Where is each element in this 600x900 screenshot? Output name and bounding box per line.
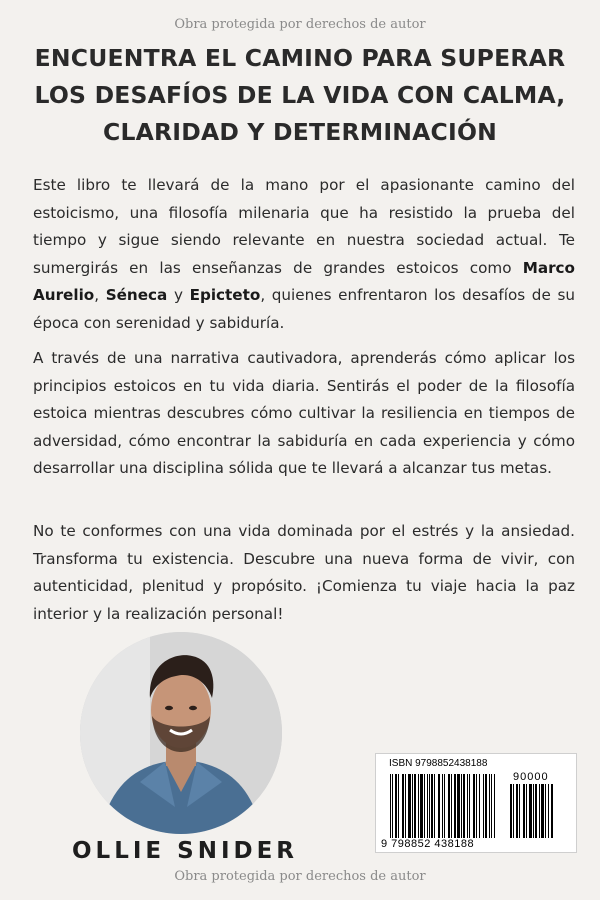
p1-sep-1: , (94, 286, 106, 304)
headline-line-2: LOS DESAFÍOS DE LA VIDA CON CALMA, (34, 81, 566, 109)
p1-sep-2: y (167, 286, 190, 304)
ean-barcode-bars (390, 774, 508, 838)
addon-barcode-bars (510, 784, 564, 838)
p1-intro: Este libro te llevará de la mano por el apasionante camino del estoicismo, una filosofía milenaria que ha resistido la prueba del tiempo y sigue siendo relevante en nuestra sociedad actual. Te sumergirás en las enseñanzas de grandes estoicos como (33, 176, 575, 277)
isbn-barcode-box (375, 753, 577, 853)
name-seneca: Séneca (105, 286, 168, 304)
author-name: OLLIE SNIDER (71, 838, 299, 864)
isbn-label: ISBN 9798852438188 (389, 758, 488, 769)
author-portrait-illustration (80, 632, 282, 834)
blurb-paragraph-3: No te conformes con una vida dominada por el estrés y la ansiedad. Transforma tu existencia. Descubre una nueva forma de vivir, con autenticidad, plenitud y propósito. ¡Comienza tu viaje hacia la paz interior y la realización personal! (33, 522, 575, 623)
blurb-paragraph-2: A través de una narrativa cautivadora, aprenderás cómo aplicar los principios estoicos en tu vida diaria. Sentirás el poder de la filosofía estoica mientras descubres cómo cultivar la resiliencia en tiempos de adversidad, cómo encontrar la sabiduría en cada experiencia y cómo desarrollar una disciplina sólida que te llevará a alcanzar tus metas. (33, 349, 575, 477)
headline-line-1: ENCUENTRA EL CAMINO PARA SUPERAR (34, 44, 566, 72)
price-code: 90000 (513, 771, 549, 783)
p1-outro: , quienes enfrentaron los desafíos de su época con serenidad y sabiduría. (33, 286, 575, 332)
copyright-watermark-top: Obra protegida por derechos de autor (174, 17, 426, 32)
headline-line-3: CLARIDAD Y DETERMINACIÓN (103, 118, 497, 146)
copyright-watermark-bottom: Obra protegida por derechos de autor (174, 869, 426, 884)
name-marco-aurelio: Marco Aurelio (33, 258, 575, 304)
back-cover-headline (20, 40, 580, 151)
blurb-paragraph-1 (33, 172, 575, 337)
name-epicteto: Epicteto (189, 286, 261, 304)
ean-digits: 9 798852 438188 (381, 838, 475, 850)
author-photo (80, 632, 282, 834)
